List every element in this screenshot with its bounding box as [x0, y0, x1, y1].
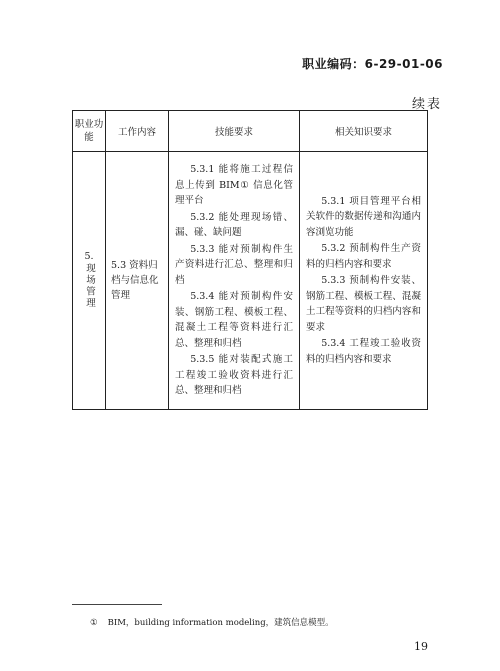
column-header-work-content: 工作内容 — [106, 111, 169, 152]
column-header-skills: 技能要求 — [169, 111, 300, 152]
skills-cell — [169, 152, 300, 410]
knowledge-cell — [300, 152, 428, 410]
footnote-divider — [72, 604, 162, 605]
skill-item: 5.3.5 能对装配式施工工程竣工验收资料进行汇总、整理和归档 — [175, 354, 293, 396]
skill-item: 5.3.2 能处理现场错、漏、碰、缺问题 — [175, 211, 293, 238]
skills-table — [72, 110, 428, 410]
footnote-mark: ① — [90, 618, 98, 628]
footnote — [90, 616, 334, 628]
column-header-knowledge: 相关知识要求 — [300, 111, 428, 152]
knowledge-item: 5.3.4 工程竣工验收资料的归档内容和要求 — [306, 338, 421, 365]
skill-item: 5.3.1 能将施工过程信息上传到 BIM① 信息化管理平台 — [175, 164, 293, 206]
knowledge-item: 5.3.2 预制构件生产资料的归档内容和要求 — [306, 243, 421, 270]
table-header-row — [73, 111, 428, 152]
knowledge-item: 5.3.3 预制构件安装、钢筋工程、模板工程、混凝土工程等资料的归档内容和要求 — [306, 275, 421, 333]
function-cell — [73, 152, 106, 410]
table-row — [73, 152, 428, 410]
function-name: 现场管理 — [84, 263, 95, 310]
occupation-code: 职业编码：6-29-01-06 — [302, 57, 443, 71]
skill-item: 5.3.3 能对预制构件生产资料进行汇总、整理和归档 — [175, 243, 293, 286]
work-content-cell: 5.3 资料归档与信息化管理 — [106, 152, 169, 410]
continued-label: 续表 — [411, 97, 442, 112]
page-number: 19 — [414, 640, 428, 653]
function-number: 5. — [84, 251, 94, 263]
column-header-function: 职业功能 — [73, 111, 106, 152]
skill-item: 5.3.4 能对预制构件安装、钢筋工程、模板工程、混凝土工程等资料进行汇总、整理和归档 — [175, 291, 293, 349]
knowledge-item: 5.3.1 项目管理平台相关软件的数据传递和沟通内容浏览功能 — [306, 195, 421, 238]
footnote-text: BIM，building information modeling，建筑信息模型。 — [107, 618, 334, 628]
